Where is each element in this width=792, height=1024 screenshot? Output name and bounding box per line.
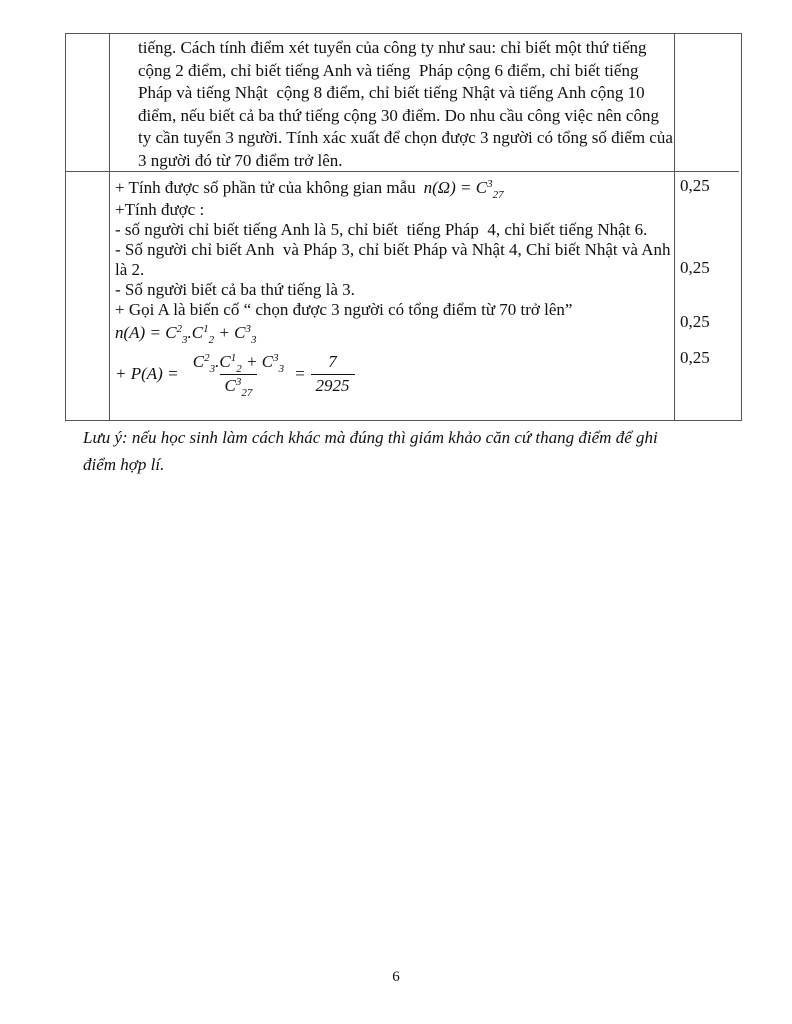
note-line: điểm hợp lí.: [83, 454, 165, 474]
solution-line: +Tính được :: [115, 200, 205, 219]
probability-fraction: $\frac{C^2_3.C^1_2 + C^3_3}{C^3_{27}}$: [192, 352, 285, 399]
solution-line: - số người chỉ biết tiếng Anh là 5, chỉ biết tiếng Pháp 4, chỉ biết tiếng Nhật 6.: [115, 220, 648, 239]
score-value: 0,25: [680, 176, 710, 195]
solution-text: + Tính được số phần tử của không gian mẫu: [115, 178, 416, 197]
question-number-cell: [66, 172, 110, 420]
probability-formula: + P(A) = $\frac{C^2_3.C^1_2 + C^3_3}{C^3_{27}}$ = $\frac{7}{2925}$: [115, 350, 674, 398]
problem-line: tiếng. Cách tính điểm xét tuyển của công ty như sau: chỉ biết một thứ tiếng: [138, 38, 647, 57]
grading-note: [83, 425, 658, 478]
problem-line: 3 người đó từ 70 điểm trở lên.: [138, 150, 343, 170]
solution-line: - Số người biết cả ba thứ tiếng là 3.: [115, 280, 355, 299]
score-value: 0,25: [680, 258, 710, 277]
page-number: 6: [392, 969, 400, 985]
problem-statement-cell: [110, 34, 675, 172]
solution-line: là 2.: [115, 260, 145, 279]
question-number-cell: [66, 34, 110, 172]
solution-cell: [110, 172, 675, 420]
solution-line: - Số người chỉ biết Anh và Pháp 3, chỉ biết Pháp và Nhật 4, Chỉ biết Nhật và Anh: [115, 240, 671, 259]
sample-space-formula: $n(\Omega) = C^3_{27}$: [423, 178, 504, 201]
score-value: 0,25: [680, 312, 710, 331]
answer-key-table: [65, 33, 742, 421]
problem-line: ty cần tuyển 3 người. Tính xác xuất để chọn được 3 người có tổng số điểm của: [138, 128, 673, 147]
solution-step-sample-space: [115, 176, 674, 200]
note-line: Lưu ý: nếu học sinh làm cách khác mà đúng thì giám khảo căn cứ thang điểm để ghi: [83, 428, 658, 447]
problem-line: điểm, nếu biết cả ba thứ tiếng cộng 30 điểm. Do nhu cầu công việc nên công: [138, 105, 659, 125]
score-column-cell: [675, 172, 739, 420]
score-value: 0,25: [680, 348, 710, 367]
solution-line-event: + Gọi A là biến cố “ chọn được 3 người có tổng điểm từ 70 trở lên”: [115, 300, 573, 319]
n-of-A-formula: $n(A) = C^2_3.C^1_2 + C^3_3$: [115, 323, 257, 346]
result-fraction: $\frac{7}{2925}$: [311, 352, 355, 396]
empty-score-cell: [675, 34, 739, 172]
problem-line: Pháp và tiếng Nhật cộng 8 điểm, chỉ biết tiếng Nhật và tiếng Anh cộng 10: [138, 83, 645, 102]
problem-line: cộng 2 điểm, chỉ biết tiếng Anh và tiếng Pháp cộng 6 điểm, chỉ biết tiếng: [138, 60, 639, 80]
